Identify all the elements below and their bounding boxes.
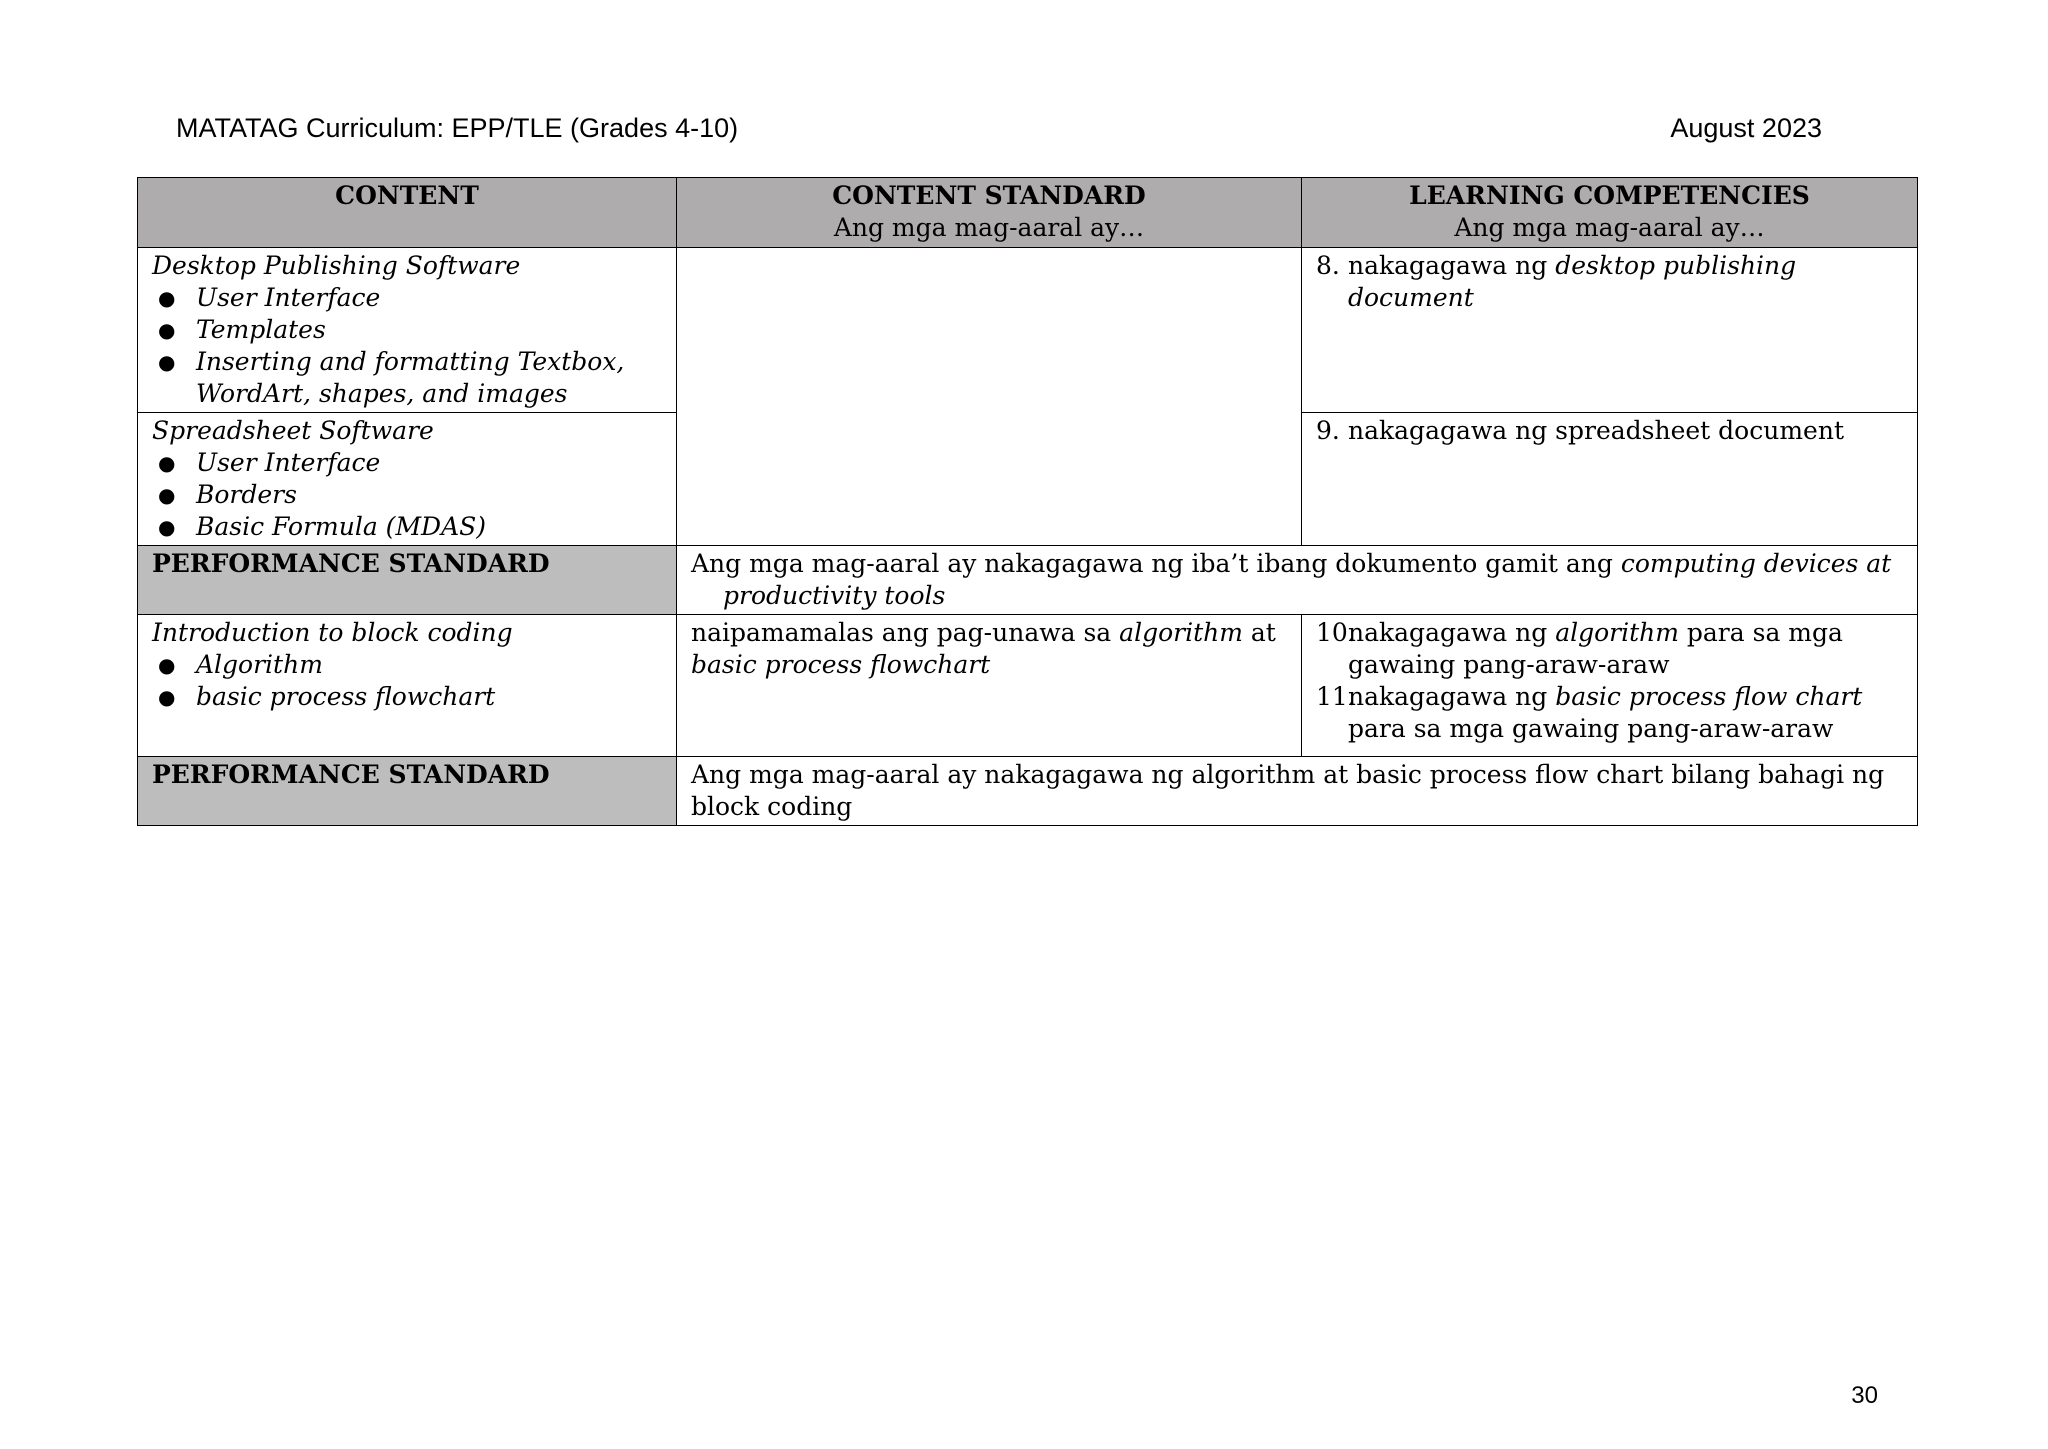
standard-italic-text: algorithm: [1119, 618, 1243, 647]
column-header-content: [138, 178, 677, 248]
competency-italic-text: desktop publishing document: [1348, 251, 1797, 312]
column-header-learning-competencies: [1302, 178, 1918, 248]
performance-standard-text: [691, 548, 1903, 612]
content-title: Spreadsheet Software: [152, 416, 434, 445]
page-number: 30: [1851, 1382, 1878, 1409]
list-item: ● Basic Formula (MDAS): [152, 511, 662, 543]
list-item: ● User Interface: [152, 282, 662, 314]
column-header-content-standard: [677, 178, 1302, 248]
document-header-date: August 2023: [1670, 113, 1822, 143]
list-item: ● Templates: [152, 314, 662, 346]
competency-number: 9.: [1316, 416, 1340, 445]
table-row: [138, 248, 1918, 413]
document-header-title: MATATAG Curriculum: EPP/TLE (Grades 4-10): [176, 113, 739, 143]
competency-item: [1316, 617, 1903, 681]
content-bullet-list: [152, 649, 662, 713]
column-header-title: LEARNING COMPETENCIES: [1409, 181, 1810, 210]
list-item: ● User Interface: [152, 447, 662, 479]
competency-italic-text: algorithm: [1555, 618, 1679, 647]
competency-item: [1316, 250, 1903, 314]
curriculum-table: [137, 177, 1918, 826]
competency-number: 10.: [1316, 618, 1356, 647]
content-standard-cell-empty: [677, 248, 1302, 546]
competency-item: [1316, 681, 1903, 745]
content-title: Desktop Publishing Software: [152, 251, 521, 280]
content-standard-cell: [677, 615, 1302, 757]
standard-text: at: [1242, 618, 1276, 647]
competency-item: [1316, 415, 1903, 447]
competency-italic-text: basic process flow chart: [1555, 682, 1863, 711]
competency-cell: [1302, 248, 1918, 413]
content-cell: [138, 615, 677, 757]
content-bullet-list: [152, 282, 662, 410]
content-cell: [138, 413, 677, 546]
competency-number: 11.: [1316, 682, 1356, 711]
competency-number: 8.: [1316, 251, 1340, 280]
list-item: ● Inserting and formatting Textbox, WordArt, shapes, and images: [152, 346, 662, 410]
competency-cell: [1302, 615, 1918, 757]
competency-text: para sa mga gawaing pang-araw-araw: [1348, 714, 1834, 743]
performance-standard-plain: Ang mga mag-aaral ay nakagagawa ng iba’t ibang dokumento gamit ang: [691, 549, 1621, 578]
competency-cell: [1302, 413, 1918, 546]
column-header-subtitle: Ang mga mag-aaral ay…: [833, 213, 1145, 242]
table-header-row: [138, 178, 1918, 248]
list-item: ● Algorithm: [152, 649, 662, 681]
competency-text: nakagagawa ng: [1348, 682, 1556, 711]
competency-text: nakagagawa ng: [1348, 618, 1556, 647]
competency-text: para sa mga gawaing pang-araw-araw: [1348, 618, 1843, 679]
competency-text: nakagagawa ng: [1348, 251, 1556, 280]
content-bullet-list: [152, 447, 662, 543]
list-item: ● basic process flowchart: [152, 681, 662, 713]
column-header-title: CONTENT: [335, 181, 479, 210]
column-header-title: CONTENT STANDARD: [832, 181, 1146, 210]
performance-standard-label: PERFORMANCE STANDARD: [138, 757, 677, 826]
performance-standard-row: [138, 757, 1918, 826]
content-title: Introduction to block coding: [152, 618, 513, 647]
performance-standard-text-cell: [677, 546, 1918, 615]
competency-text: nakagagawa ng spreadsheet document: [1348, 416, 1844, 445]
column-header-subtitle: Ang mga mag-aaral ay…: [1454, 213, 1765, 242]
standard-text: naipamamalas ang pag-unawa sa: [691, 618, 1120, 647]
performance-standard-text-cell: Ang mga mag-aaral ay nakagagawa ng algorithm at basic process flow chart bilang bahagi ng block coding: [677, 757, 1918, 826]
standard-italic-text: basic process flowchart: [691, 650, 991, 679]
performance-standard-label: PERFORMANCE STANDARD: [138, 546, 677, 615]
performance-standard-italic: computing devices at productivity tools: [723, 549, 1892, 610]
table-row: [138, 615, 1918, 757]
performance-standard-row: [138, 546, 1918, 615]
list-item: ● Borders: [152, 479, 662, 511]
content-cell: [138, 248, 677, 413]
